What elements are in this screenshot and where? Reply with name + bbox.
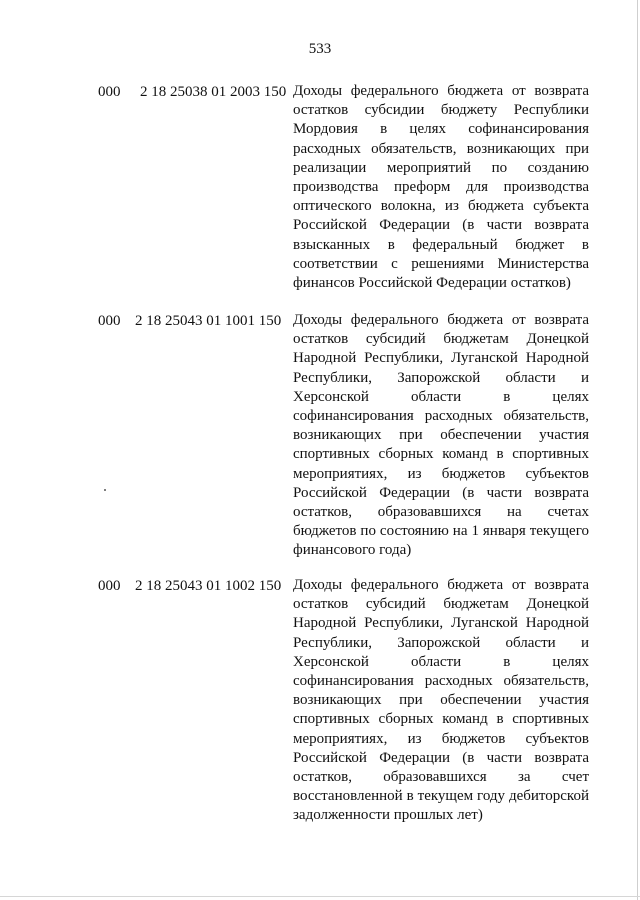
admin-code: 000: [98, 578, 121, 594]
entry-description: Доходы федерального бюджета от возврата остатков субсидий бюджетам Донецкой Народной Республики, Луганской Народной Республики, Запорожской области и Херсонской области в целях софинансирования расходных обязательств, возникающих при обеспечении участия спортивных сборных команд в спортивных мероприятиях, из бюджетов субъектов Российской Федерации (в части возврата остатков, образовавшихся за счет восстановленной в текущем году дебиторской задолженности прошлых лет): [293, 577, 589, 824]
scan-edge-right: [637, 0, 638, 900]
budget-classification-code: 2 18 25043 01 1002 150: [135, 578, 282, 594]
entry-description: Доходы федерального бюджета от возврата остатков субсидий бюджетам Донецкой Народной Республики, Луганской Народной Республики, Запорожской области и Херсонской области в целях софинансирования расходных обязательств, возникающих при обеспечении участия спортивных сборных команд в спортивных мероприятиях, из бюджетов субъектов Российской Федерации (в части возврата остатков, образовавшихся на счетах бюджетов по состоянию на 1 января текущего финансового года): [293, 312, 589, 559]
budget-classification-code: 2 18 25038 01 2003 150: [140, 84, 287, 100]
entry-description: Доходы федерального бюджета от возврата остатков субсидии бюджету Республики Мордовия в целях софинансирования расходных обязательств, возникающих при реализации мероприятий по созданию производства преформ для производства оптического волокна, из бюджета субъекта Российской Федерации (в части возврата взысканных в федеральный бюджет в соответствии с решениями Министерства финансов Российской Федерации остатков): [293, 83, 589, 292]
scan-edge-bottom: [0, 896, 640, 897]
budget-classification-code: 2 18 25043 01 1001 150: [135, 313, 282, 329]
admin-code: 000: [98, 84, 121, 100]
admin-code: 000: [98, 313, 121, 329]
scan-speck: [104, 489, 106, 491]
page-number: 533: [308, 41, 332, 57]
